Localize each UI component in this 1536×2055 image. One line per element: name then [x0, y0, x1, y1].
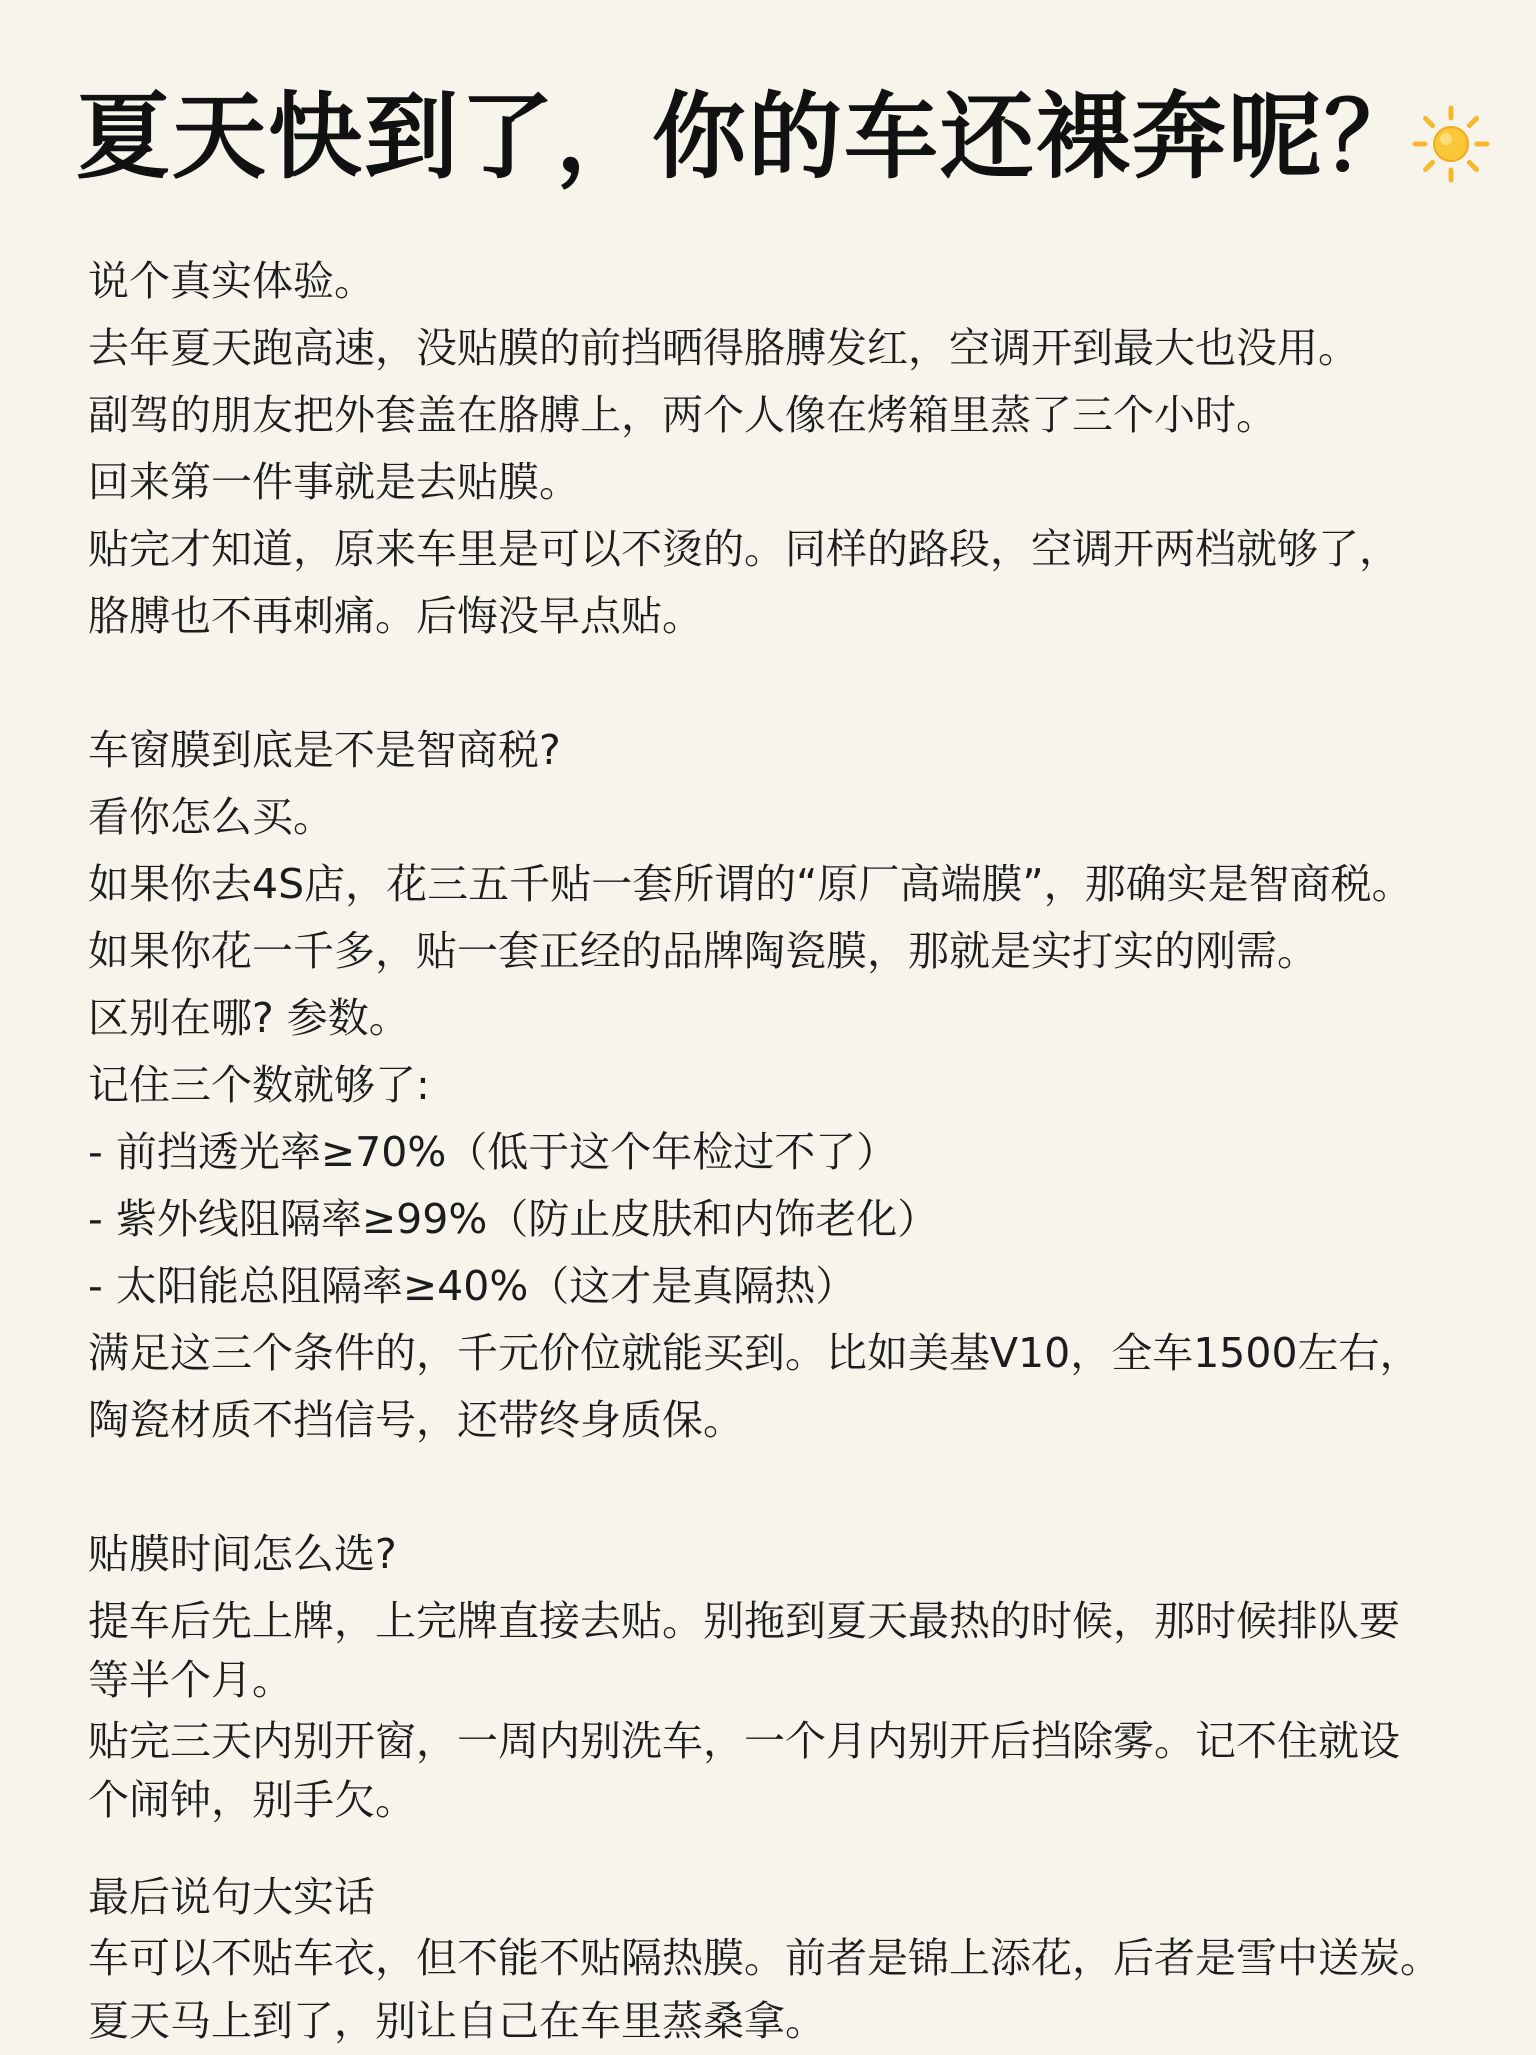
- paragraph-line: 满足这三个条件的，千元价位就能买到。比如美基V10，全车1500左右，: [88, 1329, 1421, 1377]
- section-gap: [88, 650, 1468, 717]
- paragraph-line: 贴完才知道，原来车里是可以不烫的。同样的路段，空调开两档就够了，: [88, 525, 1400, 573]
- paragraph-line: 等半个月。: [88, 1656, 293, 1704]
- paragraph-line: 如果你花一千多，贴一套正经的品牌陶瓷膜，那就是实打实的刚需。: [88, 927, 1318, 975]
- section-heading: 贴膜时间怎么选?: [88, 1530, 397, 1578]
- paragraph-line: 去年夏天跑高速，没贴膜的前挡晒得胳膊发红，空调开到最大也没用。: [88, 324, 1359, 372]
- paragraph-line: 提车后先上牌，上完牌直接去贴。别拖到夏天最热的时候，那时候排队要: [88, 1597, 1400, 1645]
- section-heading: 最后说句大实话: [88, 1873, 375, 1921]
- spec-list-item: - 太阳能总阻隔率≥40%（这才是真隔热）: [88, 1262, 857, 1310]
- section-experience: [88, 248, 1468, 650]
- paragraph-line: 回来第一件事就是去贴膜。: [88, 458, 580, 506]
- paragraph-line: 记住三个数就够了:: [88, 1061, 430, 1109]
- paragraph-line: 胳膊也不再刺痛。后悔没早点贴。: [88, 592, 703, 640]
- paragraph-line: 看你怎么买。: [88, 793, 334, 841]
- paragraph-line: 车可以不贴车衣，但不能不贴隔热膜。前者是锦上添花，后者是雪中送炭。: [88, 1934, 1441, 1982]
- paragraph-line: 区别在哪? 参数。: [88, 994, 410, 1042]
- section-gap: [88, 1834, 1468, 1864]
- spec-list-item: - 前挡透光率≥70%（低于这个年检过不了）: [88, 1128, 898, 1176]
- section-heading: 车窗膜到底是不是智商税?: [88, 726, 561, 774]
- section-iq-tax: [88, 717, 1468, 1454]
- spec-list-item: - 紫外线阻隔率≥99%（防止皮肤和内饰老化）: [88, 1195, 939, 1243]
- paragraph-line: 如果你去4S店，花三五千贴一套所谓的“原厂高端膜”，那确实是智商税。: [88, 860, 1413, 908]
- section-conclusion: [88, 1864, 1468, 2055]
- sun-icon: [1411, 104, 1491, 184]
- article-body: [88, 248, 1468, 2055]
- title-row: [76, 78, 1476, 198]
- paragraph-line: 贴完三天内别开窗，一周内别洗车，一个月内别开后挡除雾。记不住就设: [88, 1717, 1400, 1765]
- page-title: 夏天快到了，你的车还裸奔呢？: [76, 83, 1421, 192]
- paragraph-line: 陶瓷材质不挡信号，还带终身质保。: [88, 1396, 744, 1444]
- section-timing: [88, 1521, 1468, 1834]
- section-gap: [88, 1454, 1468, 1521]
- paragraph-line: 副驾的朋友把外套盖在胳膊上，两个人像在烤箱里蒸了三个小时。: [88, 391, 1277, 439]
- paragraph-line: 说个真实体验。: [88, 257, 375, 305]
- paragraph-line: 夏天马上到了，别让自己在车里蒸桑拿。: [88, 1997, 826, 2045]
- paragraph-line: 个闹钟，别手欠。: [88, 1776, 416, 1824]
